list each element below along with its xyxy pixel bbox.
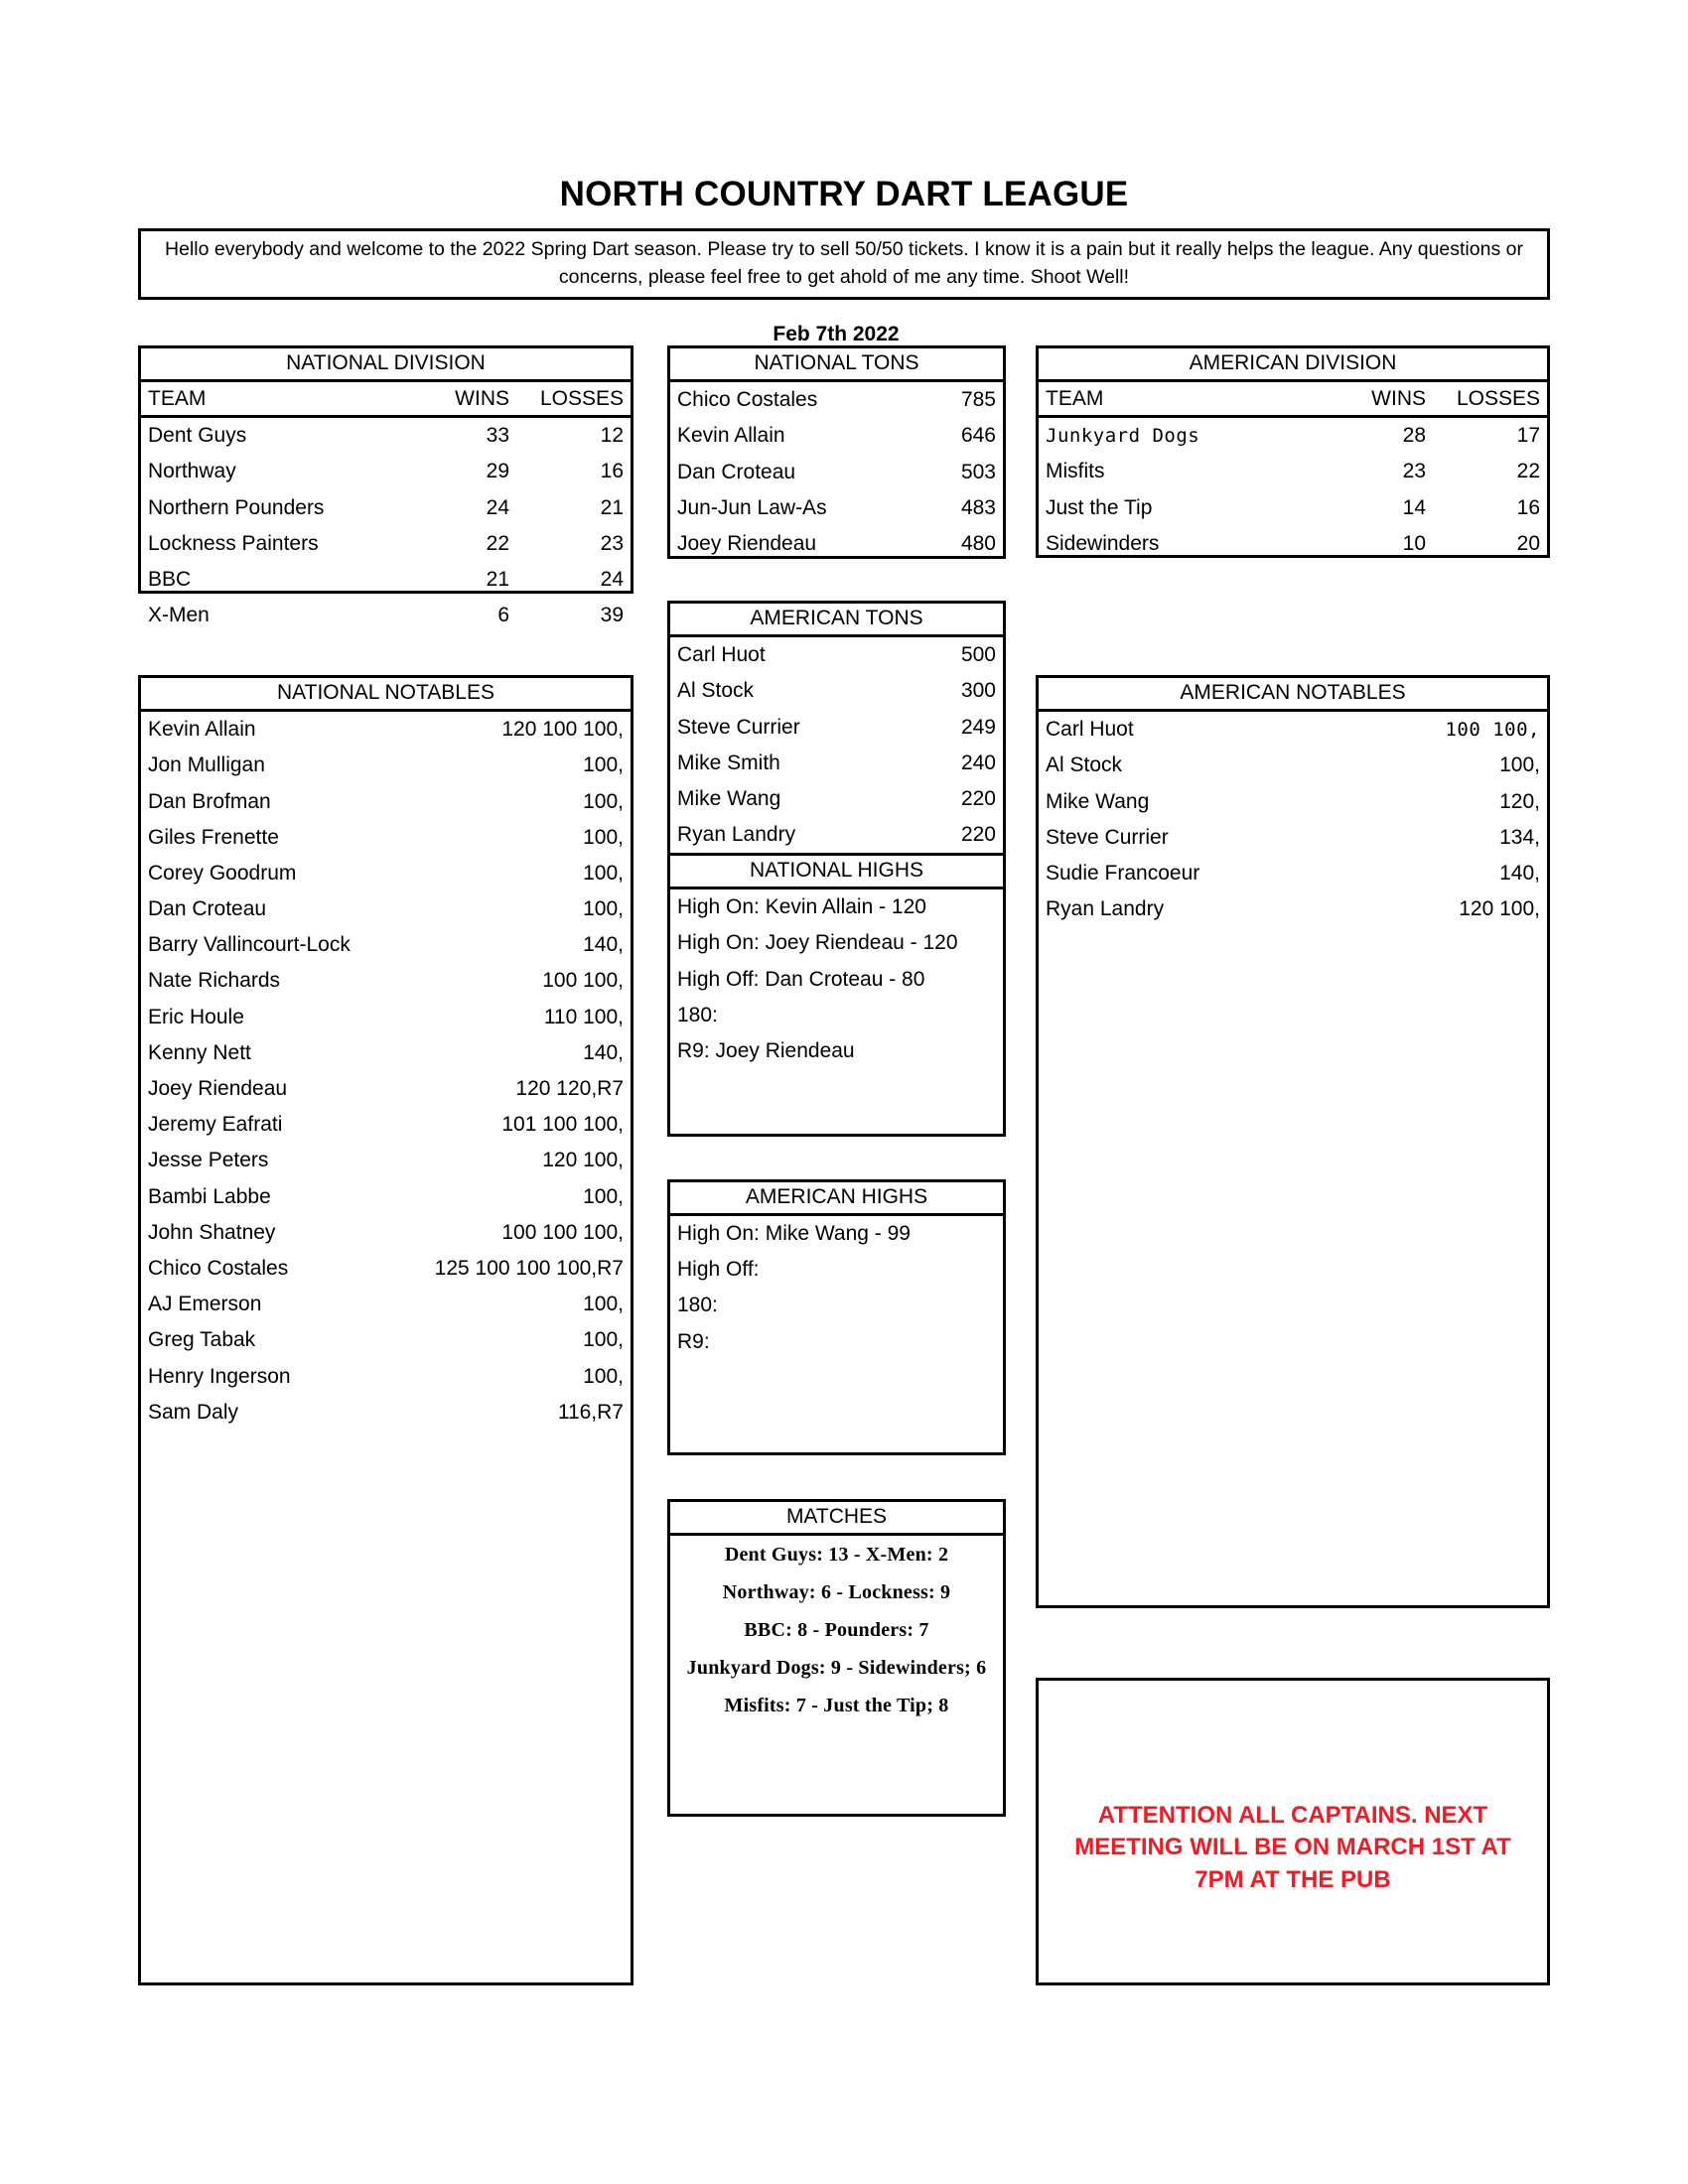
player-name: Kenny Nett — [148, 1040, 251, 1064]
column-header-losses: LOSSES — [1456, 386, 1540, 410]
national-notables-title: NATIONAL NOTABLES — [141, 678, 631, 712]
list-item: High Off: — [677, 1258, 760, 1282]
american-division-header — [1039, 382, 1547, 418]
player-scores: 140, — [583, 1040, 624, 1064]
attention-notice-box — [1036, 1678, 1550, 1985]
player-tons: 480 — [960, 531, 996, 555]
table-row — [1039, 418, 1547, 454]
team-losses: 12 — [600, 424, 624, 448]
player-tons: 500 — [960, 643, 996, 667]
american-notables-title: AMERICAN NOTABLES — [1039, 678, 1547, 712]
player-name: Carl Huot — [1046, 718, 1134, 742]
list-item — [141, 1143, 631, 1178]
team-name: Northway — [148, 460, 236, 483]
player-name: Corey Goodrum — [148, 861, 297, 885]
list-item — [141, 1178, 631, 1214]
list-item — [1039, 748, 1547, 783]
player-scores: 100 100, — [1445, 719, 1540, 742]
list-item — [670, 637, 1003, 673]
national-division-header — [141, 382, 631, 418]
list-item: Misfits: 7 - Just the Tip; 8 — [724, 1695, 949, 1717]
list-item — [141, 963, 631, 999]
player-tons: 503 — [960, 460, 996, 483]
player-tons: 249 — [960, 715, 996, 739]
list-item: Junkyard Dogs: 9 - Sidewinders; 6 — [686, 1657, 987, 1680]
list-item — [141, 1251, 631, 1287]
player-scores: 101 100 100, — [501, 1113, 624, 1137]
list-item: R9: Joey Riendeau — [677, 1038, 855, 1062]
player-scores: 134, — [1499, 825, 1540, 849]
team-name: Just the Tip — [1046, 495, 1153, 519]
table-row — [141, 454, 631, 489]
list-item — [670, 382, 1003, 418]
player-name: Steve Currier — [677, 715, 800, 739]
column-header-wins: WINS — [1371, 386, 1426, 410]
player-tons: 220 — [960, 786, 996, 810]
column-header-wins: WINS — [455, 386, 509, 410]
team-name: BBC — [148, 567, 192, 591]
player-scores: 100, — [583, 1293, 624, 1316]
list-item: High Off: Dan Croteau - 80 — [677, 967, 925, 991]
player-scores: 100, — [583, 1328, 624, 1352]
list-item — [141, 856, 631, 891]
list-item — [141, 1322, 631, 1358]
player-name: AJ Emerson — [148, 1293, 262, 1316]
column-header-team: TEAM — [148, 386, 207, 410]
list-item: 180: — [677, 1294, 718, 1317]
team-wins: 23 — [1402, 460, 1426, 483]
team-losses: 39 — [600, 604, 624, 627]
list-item — [141, 1395, 631, 1431]
player-tons: 300 — [960, 679, 996, 703]
list-item — [1039, 856, 1547, 891]
page-title: NORTH COUNTRY DART LEAGUE — [559, 175, 1129, 213]
player-scores: 100, — [583, 825, 624, 849]
player-name: Joey Riendeau — [148, 1077, 288, 1101]
player-name: Dan Croteau — [148, 897, 267, 921]
team-wins: 22 — [486, 531, 509, 555]
player-name: Al Stock — [677, 679, 755, 703]
team-losses: 21 — [600, 495, 624, 519]
player-name: Jesse Peters — [148, 1149, 269, 1172]
player-name: Jeremy Eafrati — [148, 1113, 283, 1137]
list-item — [670, 709, 1003, 745]
team-losses: 22 — [1516, 460, 1540, 483]
player-name: Dan Croteau — [677, 460, 796, 483]
player-tons: 240 — [960, 751, 996, 774]
player-name: Sudie Francoeur — [1046, 861, 1200, 885]
list-item — [670, 781, 1003, 817]
team-wins: 10 — [1402, 531, 1426, 555]
column-header-losses: LOSSES — [539, 386, 624, 410]
list-item — [670, 454, 1003, 489]
player-scores: 120 100, — [1459, 897, 1540, 921]
national-notables-table — [138, 675, 633, 1985]
list-item — [141, 891, 631, 927]
list-item — [141, 783, 631, 819]
player-name: Greg Tabak — [148, 1328, 256, 1352]
list-item: High On: Kevin Allain - 120 — [677, 895, 926, 919]
table-row — [1039, 454, 1547, 489]
team-wins: 14 — [1402, 495, 1426, 519]
player-name: Kevin Allain — [677, 424, 785, 448]
table-row — [141, 562, 631, 598]
player-name: Steve Currier — [1046, 825, 1169, 849]
player-scores: 100 100 100, — [501, 1220, 624, 1244]
player-name: Henry Ingerson — [148, 1364, 291, 1388]
table-row — [1039, 526, 1547, 562]
issue-date: Feb 7th 2022 — [773, 323, 900, 345]
player-name: Nate Richards — [148, 969, 281, 993]
american-tons-title: AMERICAN TONS — [670, 604, 1003, 637]
player-name: Chico Costales — [148, 1256, 289, 1280]
list-item — [670, 746, 1003, 781]
player-scores: 100, — [583, 861, 624, 885]
player-name: Jon Mulligan — [148, 753, 265, 777]
intro-message-box — [138, 228, 1550, 300]
player-scores: 120, — [1499, 789, 1540, 813]
team-name: Northern Pounders — [148, 495, 325, 519]
american-highs-title: AMERICAN HIGHS — [670, 1182, 1003, 1216]
player-name: Kevin Allain — [148, 718, 256, 742]
team-name: Lockness Painters — [148, 531, 319, 555]
player-name: Giles Frenette — [148, 825, 279, 849]
attention-notice-text: ATTENTION ALL CAPTAINS. NEXT MEETING WILL BE ON MARCH 1ST AT 7PM AT THE PUB — [1074, 1802, 1511, 1893]
team-losses: 23 — [600, 531, 624, 555]
team-losses: 16 — [1516, 495, 1540, 519]
player-scores: 120 100 100, — [501, 718, 624, 742]
list-item — [141, 1215, 631, 1251]
player-scores: 100, — [583, 789, 624, 813]
list-item — [141, 1358, 631, 1394]
team-wins: 29 — [486, 460, 509, 483]
team-wins: 6 — [497, 604, 509, 627]
table-row — [141, 418, 631, 454]
list-item — [141, 712, 631, 748]
list-item — [1039, 783, 1547, 819]
team-losses: 24 — [600, 567, 624, 591]
list-item — [141, 748, 631, 783]
player-scores: 120 100, — [542, 1149, 624, 1172]
american-division-table — [1036, 345, 1550, 558]
player-scores: 116,R7 — [557, 1400, 624, 1424]
player-name: Carl Huot — [677, 643, 766, 667]
national-tons-title: NATIONAL TONS — [670, 348, 1003, 382]
table-row — [141, 489, 631, 525]
player-scores: 120 120,R7 — [515, 1077, 624, 1101]
list-item — [1039, 891, 1547, 927]
team-losses: 16 — [600, 460, 624, 483]
list-item — [670, 817, 1003, 853]
list-item: Dent Guys: 13 - X-Men: 2 — [724, 1544, 949, 1567]
team-losses: 17 — [1516, 424, 1540, 448]
list-item — [141, 1000, 631, 1035]
list-item — [1039, 712, 1547, 748]
matches-title: MATCHES — [670, 1502, 1003, 1536]
team-name: Sidewinders — [1046, 531, 1160, 555]
player-name: Mike Wang — [677, 786, 781, 810]
list-item — [670, 490, 1003, 526]
list-item: BBC: 8 - Pounders: 7 — [744, 1619, 929, 1642]
matches-table — [667, 1499, 1006, 1817]
list-item — [141, 1107, 631, 1143]
player-scores: 125 100 100 100,R7 — [434, 1256, 624, 1280]
player-scores: 110 100, — [543, 1005, 624, 1028]
player-scores: 100, — [583, 1364, 624, 1388]
list-item — [141, 1035, 631, 1071]
team-wins: 24 — [486, 495, 509, 519]
list-item: High On: Mike Wang - 99 — [677, 1222, 911, 1246]
team-wins: 28 — [1402, 424, 1426, 448]
team-wins: 33 — [486, 424, 509, 448]
table-row — [141, 526, 631, 562]
table-row — [1039, 489, 1547, 525]
player-scores: 100, — [1499, 753, 1540, 777]
player-name: John Shatney — [148, 1220, 276, 1244]
player-scores: 100, — [583, 753, 624, 777]
list-item: 180: — [677, 1003, 718, 1026]
list-item: High On: Joey Riendeau - 120 — [677, 931, 958, 955]
list-item — [141, 1071, 631, 1107]
column-header-team: TEAM — [1046, 386, 1104, 410]
team-losses: 20 — [1516, 531, 1540, 555]
player-tons: 646 — [960, 424, 996, 448]
player-name: Barry Vallincourt-Lock — [148, 933, 351, 957]
list-item: R9: — [677, 1329, 710, 1353]
list-item — [670, 673, 1003, 709]
player-name: Dan Brofman — [148, 789, 271, 813]
national-tons-table — [667, 345, 1006, 559]
list-item — [670, 418, 1003, 454]
national-highs-title: NATIONAL HIGHS — [670, 853, 1003, 889]
player-scores: 140, — [1499, 861, 1540, 885]
player-name: Chico Costales — [677, 388, 818, 412]
player-name: Jun-Jun Law-As — [677, 495, 827, 519]
american-highs-table — [667, 1179, 1006, 1455]
player-name: Mike Wang — [1046, 789, 1150, 813]
intro-message-text: Hello everybody and welcome to the 2022 Spring Dart season. Please try to sell 50/50 tickets. I know it is a pain but it really helps the league. Any questions or concerns, please feel free to get ahold of me any time. Shoot Well! — [165, 238, 1523, 288]
player-tons: 785 — [960, 388, 996, 412]
player-name: Bambi Labbe — [148, 1184, 271, 1208]
player-tons: 220 — [960, 823, 996, 847]
team-name: Junkyard Dogs — [1046, 425, 1200, 448]
american-division-title: AMERICAN DIVISION — [1039, 348, 1547, 382]
list-item — [670, 526, 1003, 562]
team-wins: 21 — [486, 567, 509, 591]
player-scores: 100, — [583, 897, 624, 921]
team-name: Misfits — [1046, 460, 1105, 483]
player-name: Al Stock — [1046, 753, 1123, 777]
list-item — [141, 1287, 631, 1322]
list-item: Northway: 6 - Lockness: 9 — [722, 1581, 951, 1604]
american-tons-and-national-highs-panel — [667, 601, 1006, 1137]
player-scores: 100, — [583, 1184, 624, 1208]
player-name: Ryan Landry — [1046, 897, 1165, 921]
player-scores: 100 100, — [542, 969, 624, 993]
player-name: Eric Houle — [148, 1005, 244, 1028]
player-name: Sam Daly — [148, 1400, 239, 1424]
player-name: Ryan Landry — [677, 823, 796, 847]
list-item — [141, 927, 631, 963]
player-name: Mike Smith — [677, 751, 780, 774]
team-name: Dent Guys — [148, 424, 247, 448]
player-name: Joey Riendeau — [677, 531, 817, 555]
national-division-title: NATIONAL DIVISION — [141, 348, 631, 382]
player-tons: 483 — [960, 495, 996, 519]
team-name: X-Men — [148, 604, 210, 627]
american-notables-table — [1036, 675, 1550, 1608]
table-row — [141, 598, 631, 633]
list-item — [1039, 820, 1547, 856]
national-division-table — [138, 345, 633, 627]
list-item — [141, 820, 631, 856]
player-scores: 140, — [583, 933, 624, 957]
